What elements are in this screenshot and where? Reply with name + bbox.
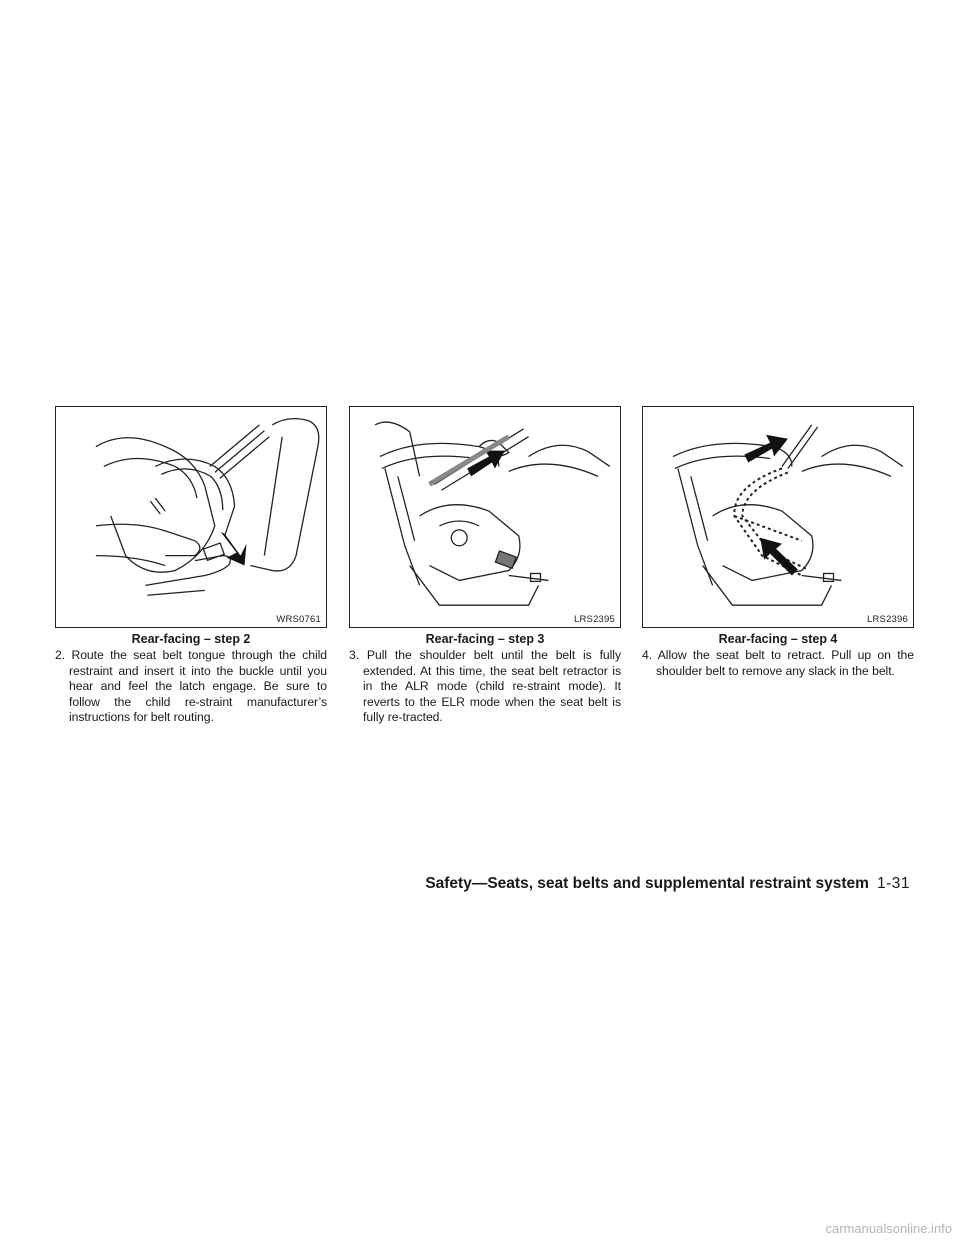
figure-caption: Rear-facing – step 4	[718, 632, 838, 646]
figure-rear-facing-step-2	[55, 406, 327, 628]
figure-code: LRS2396	[866, 614, 908, 625]
figure-caption: Rear-facing – step 3	[425, 632, 545, 646]
column-step-4	[642, 406, 914, 679]
figure-caption: Rear-facing – step 2	[131, 632, 251, 646]
figure-code: WRS0761	[276, 614, 321, 625]
illustration-step-2	[56, 407, 326, 627]
page-footer	[420, 875, 910, 893]
figure-code: LRS2395	[573, 614, 615, 625]
footer-section-title: Safety—Seats, seat belts and supplemental restraint system	[425, 875, 869, 892]
figure-rear-facing-step-4	[642, 406, 914, 628]
watermark: carmanualsonline.info	[825, 1221, 952, 1236]
step-4-text: 4. Allow the seat belt to retract. Pull up on the shoulder belt to remove any slack in the belt.	[642, 648, 914, 678]
page-number: 1-31	[876, 875, 910, 892]
column-step-3	[349, 406, 621, 726]
column-step-2	[55, 406, 327, 726]
illustration-step-4	[643, 407, 913, 627]
illustration-step-3	[350, 407, 620, 627]
figure-rear-facing-step-3	[349, 406, 621, 628]
step-2-text: 2. Route the seat belt tongue through the child restraint and insert it into the buckle until you hear and feel the latch engage. Be sure to follow the child re-straint manufacturer’s instructions for belt routing.	[55, 648, 327, 725]
step-3-text: 3. Pull the shoulder belt until the belt is fully extended. At this time, the seat belt retractor is in the ALR mode (child re-straint mode). It reverts to the ELR mode when the seat belt is fully re-tracted.	[349, 648, 621, 725]
